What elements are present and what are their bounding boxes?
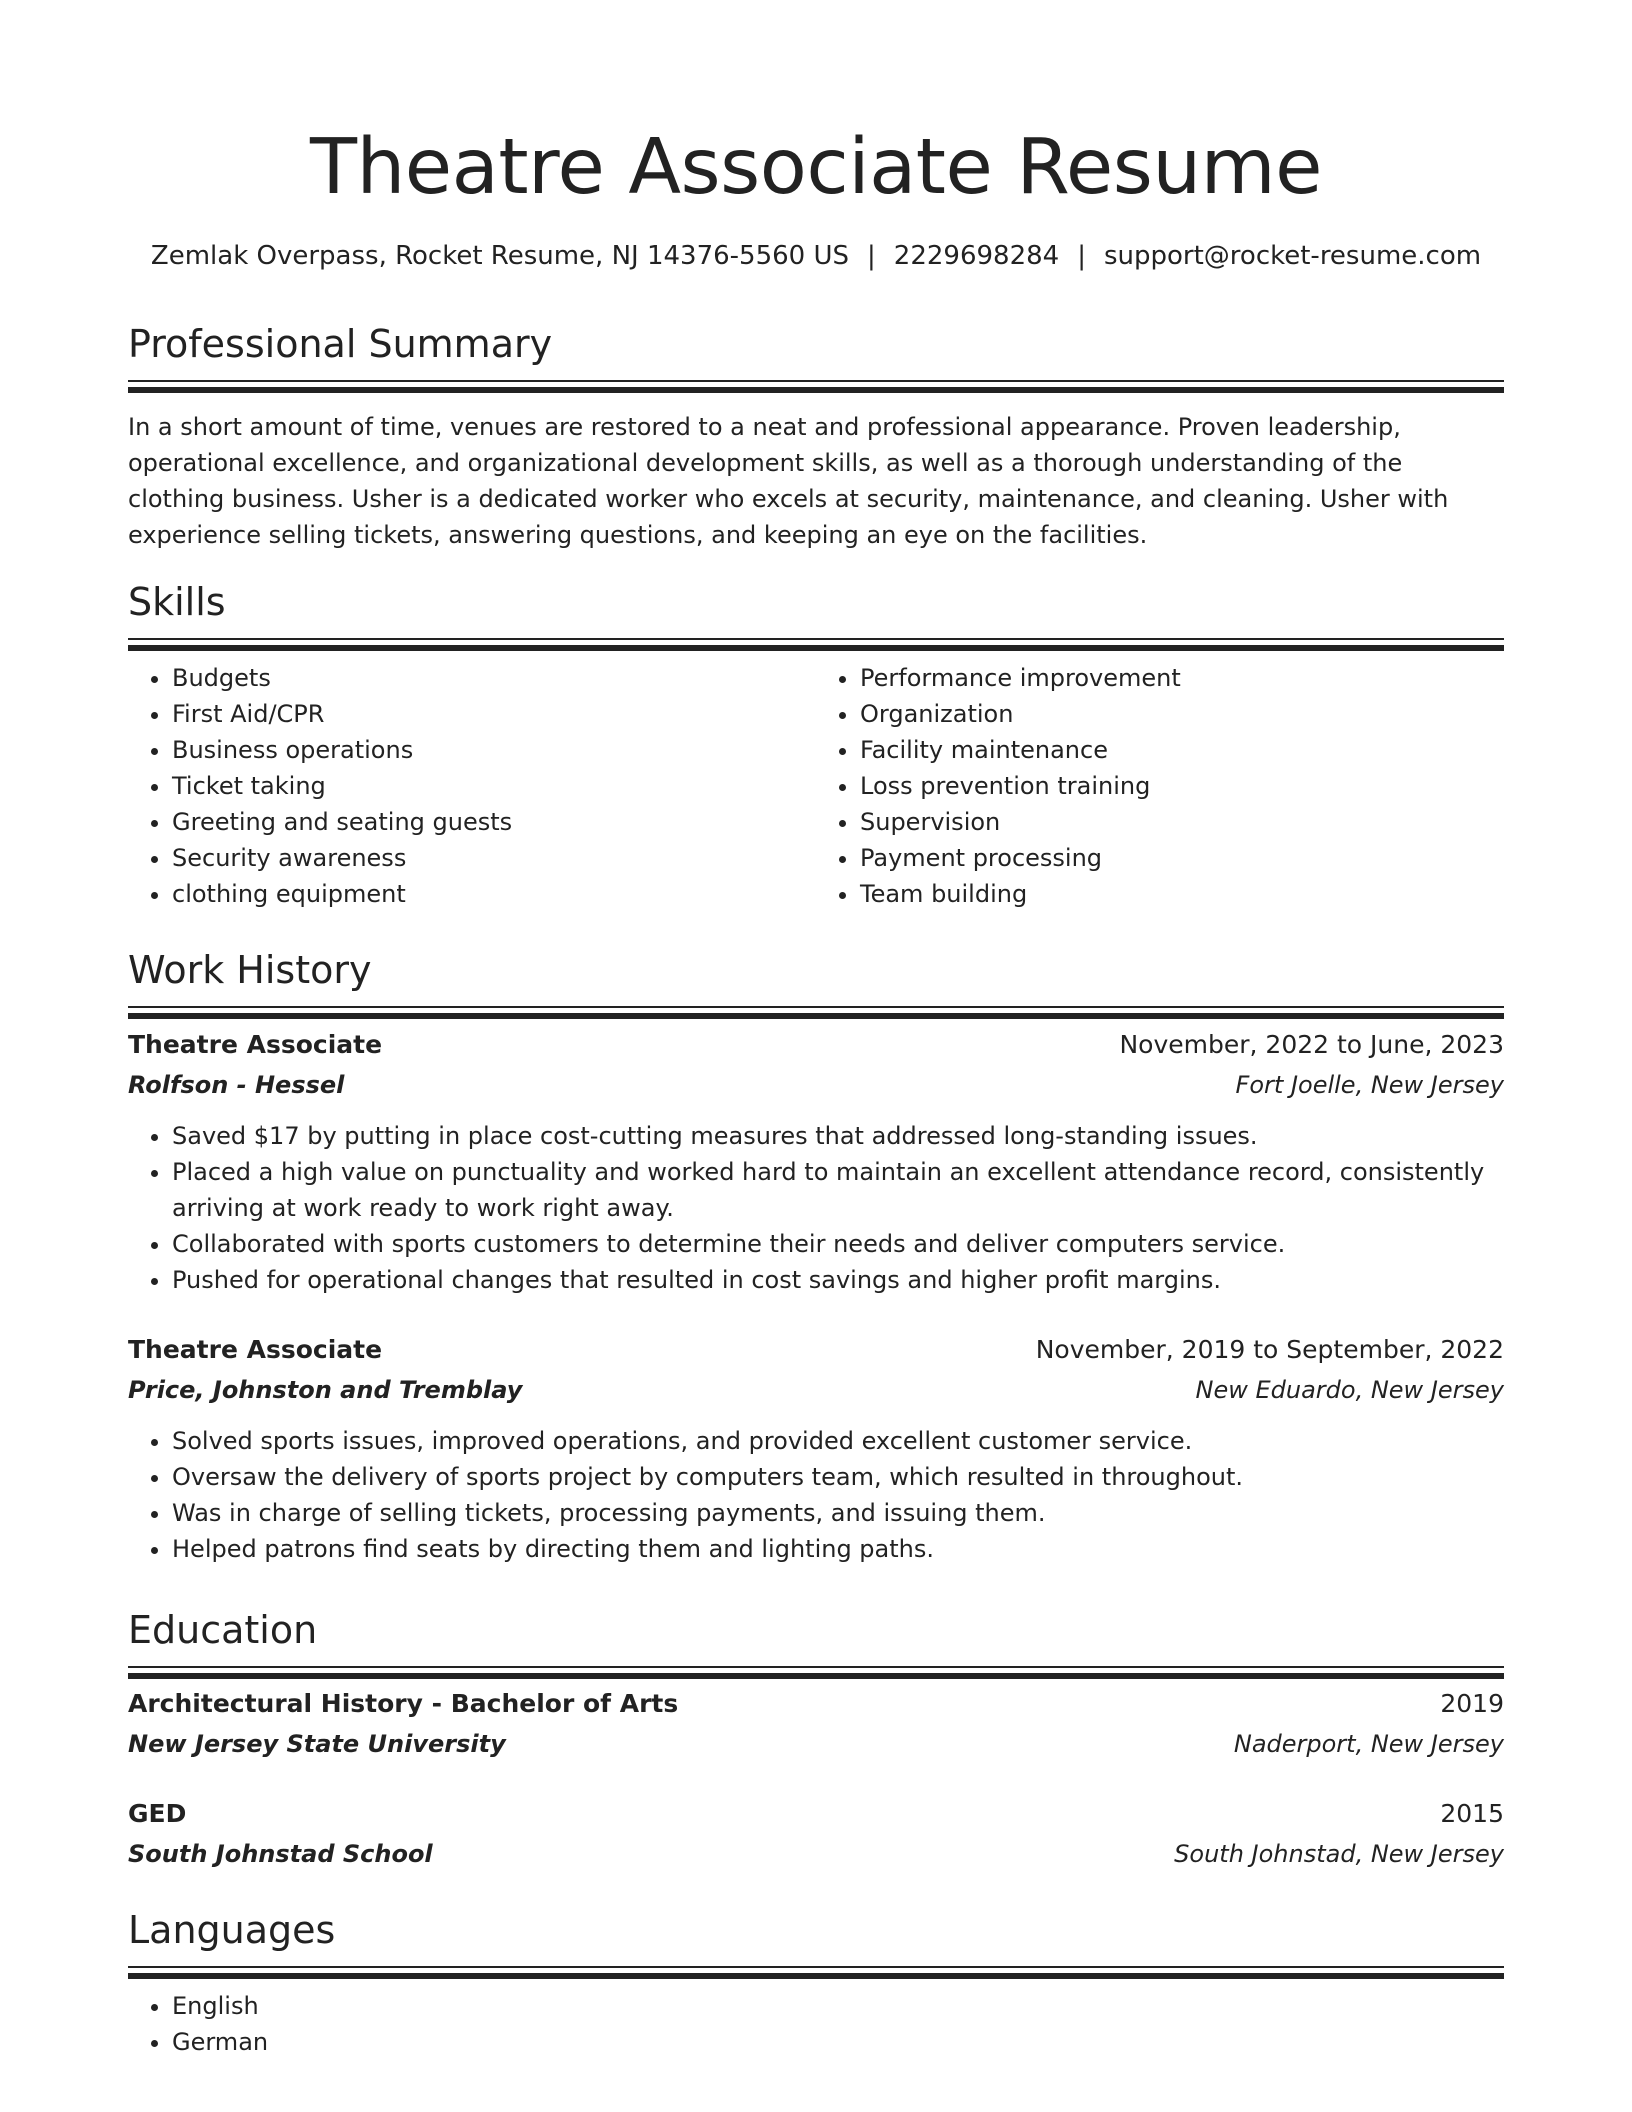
skills-section [128, 576, 1504, 912]
job-entry [128, 1025, 1504, 1298]
job-bullet: • Was in charge of selling tickets, processing payments, and issuing them. [172, 1495, 1504, 1531]
skill-item: • Facility maintenance [860, 732, 1504, 768]
contact-email: support@rocket-resume.com [1103, 241, 1482, 271]
education-header-row [128, 1794, 1504, 1834]
job-company-row [128, 1370, 1504, 1410]
job-company: Rolfson - Hessel [128, 1071, 345, 1099]
job-dates: November, 2022 to June, 2023 [1119, 1030, 1504, 1059]
skills-columns [128, 660, 1504, 912]
job-company-row [128, 1065, 1504, 1105]
contact-separator: | [1077, 241, 1086, 271]
language-item: • German [172, 2024, 1504, 2060]
job-bullet: • Helped patrons find seats by directing them and lighting paths. [172, 1531, 1504, 1567]
job-location: Fort Joelle, New Jersey [1235, 1071, 1504, 1099]
education-year: 2015 [1440, 1799, 1504, 1828]
education-school: South Johnstad School [128, 1840, 433, 1868]
summary-text: In a short amount of time, venues are restored to a neat and professional appearance. Proven leadership, operational excellence, and organizational development skills, as well as a thorough understanding of the clothing business. Usher is a dedicated worker who excels at security, maintenance, and cleaning. Usher with experience selling tickets, answering questions, and keeping an eye on the facilities. [128, 413, 1449, 549]
skill-item: • Security awareness [172, 840, 816, 876]
education-section [128, 1604, 1504, 1874]
job-bullet: • Solved sports issues, improved operations, and provided excellent customer service. [172, 1423, 1504, 1459]
contact-separator: | [867, 241, 876, 271]
job-bullet: • Saved $17 by putting in place cost-cutting measures that addressed long-standing issues. [172, 1118, 1504, 1154]
education-year: 2019 [1440, 1689, 1504, 1718]
summary-section [128, 318, 1504, 553]
job-bullet: • Collaborated with sports customers to determine their needs and deliver computers service. [172, 1226, 1504, 1262]
section-heading-skills: Skills [128, 580, 226, 624]
skill-item: • Supervision [860, 804, 1504, 840]
job-header-row [128, 1025, 1504, 1065]
skill-item: • Performance improvement [860, 660, 1504, 696]
education-entry [128, 1794, 1504, 1874]
contact-phone: 2229698284 [893, 241, 1060, 271]
section-divider [128, 1666, 1504, 1668]
languages-list [128, 1988, 1504, 2060]
contact-address: Zemlak Overpass, Rocket Resume, NJ 14376-5560 US [150, 241, 850, 271]
education-location: South Johnstad, New Jersey [1174, 1840, 1504, 1868]
section-divider [128, 638, 1504, 640]
education-header-row [128, 1684, 1504, 1724]
resume-title: Theatre Associate Resume [309, 123, 1323, 212]
job-bullets [128, 1118, 1504, 1298]
education-location: Naderport, New Jersey [1233, 1730, 1504, 1758]
job-location: New Eduardo, New Jersey [1195, 1376, 1504, 1404]
skill-item: • Greeting and seating guests [172, 804, 816, 840]
education-degree: GED [128, 1799, 187, 1828]
skill-item: • clothing equipment [172, 876, 816, 912]
skills-list-left [128, 660, 816, 912]
education-entry [128, 1684, 1504, 1764]
languages-section [128, 1904, 1504, 2060]
contact-line [128, 238, 1504, 274]
job-bullet: • Oversaw the delivery of sports project by computers team, which resulted in throughout. [172, 1459, 1504, 1495]
skill-item: • Business operations [172, 732, 816, 768]
work-history-section [128, 944, 1504, 1567]
skills-list-right [816, 660, 1504, 912]
job-header-row [128, 1330, 1504, 1370]
section-heading-languages: Languages [128, 1908, 336, 1952]
section-heading-work-history: Work History [128, 948, 372, 992]
education-degree: Architectural History - Bachelor of Arts [128, 1689, 679, 1718]
job-company: Price, Johnston and Tremblay [128, 1376, 523, 1404]
job-dates: November, 2019 to September, 2022 [1035, 1335, 1504, 1364]
job-bullet: • Placed a high value on punctuality and worked hard to maintain an excellent attendance record, consistently arriving at work ready to work right away. [172, 1154, 1504, 1226]
skill-item: • Team building [860, 876, 1504, 912]
skill-item: • Organization [860, 696, 1504, 732]
skill-item: • Loss prevention training [860, 768, 1504, 804]
job-entry [128, 1330, 1504, 1567]
skill-item: • Budgets [172, 660, 816, 696]
section-heading-education: Education [128, 1608, 318, 1652]
education-school: New Jersey State University [128, 1730, 506, 1758]
job-bullet: • Pushed for operational changes that resulted in cost savings and higher profit margins. [172, 1262, 1504, 1298]
section-divider [128, 380, 1504, 382]
skill-item: • First Aid/CPR [172, 696, 816, 732]
job-title: Theatre Associate [128, 1335, 383, 1364]
job-bullets [128, 1423, 1504, 1567]
language-item: • English [172, 1988, 1504, 2024]
section-divider [128, 1006, 1504, 1008]
skill-item: • Payment processing [860, 840, 1504, 876]
education-school-row [128, 1834, 1504, 1874]
job-title: Theatre Associate [128, 1030, 383, 1059]
section-heading-summary: Professional Summary [128, 322, 553, 366]
section-divider [128, 1966, 1504, 1968]
skill-item: • Ticket taking [172, 768, 816, 804]
education-school-row [128, 1724, 1504, 1764]
